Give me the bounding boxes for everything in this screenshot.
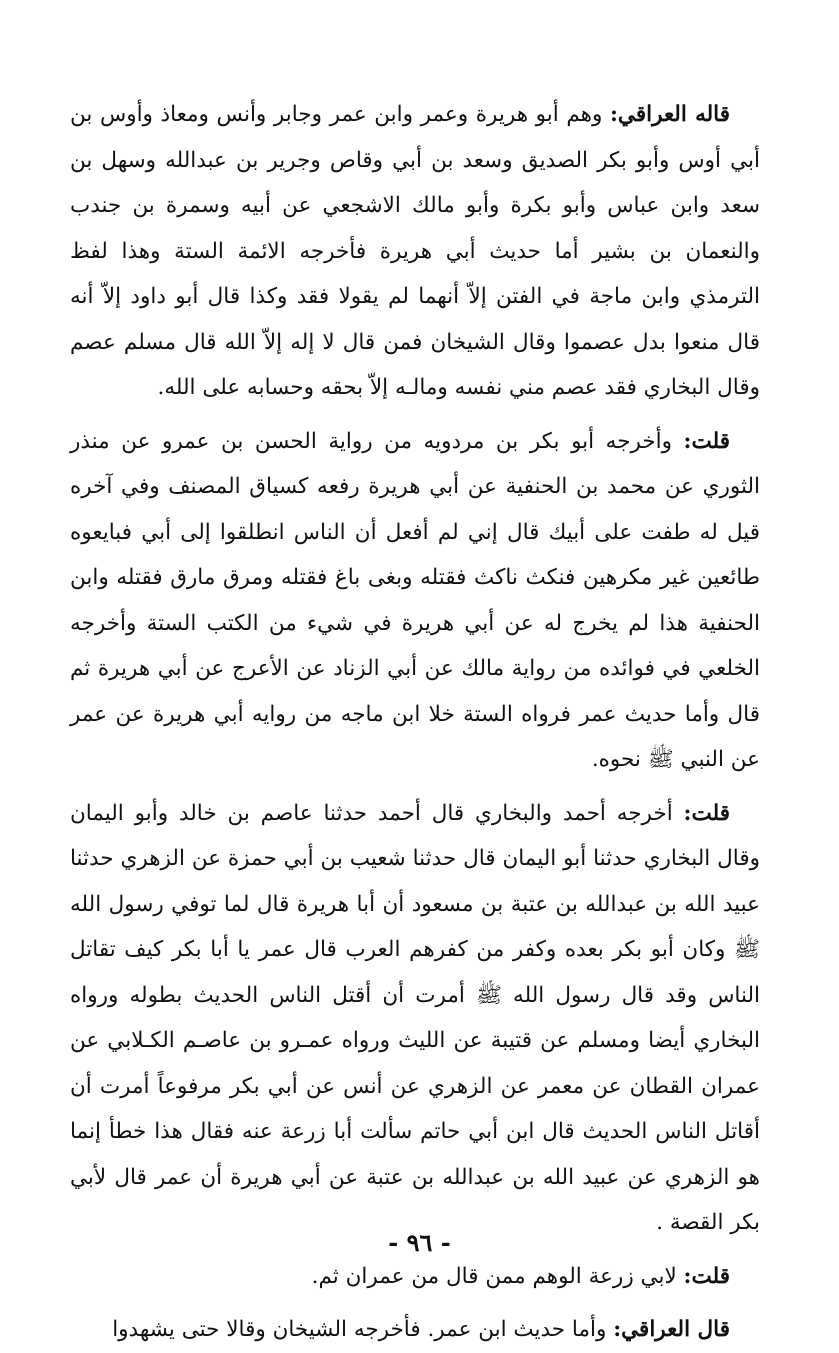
paragraph-text: وهم أبو هريرة وعمر وابن عمر وجابر وأنس ومعاذ وأوس بن أبي أوس وأبو بكر الصديق وسعد بن أبي وقاص وجرير بن عبدالله وسهل بن سعد وابن عباس وأبو بكرة وأبو مالك الاشجعي عن أبيه وسمرة بن جندب والنعمان بن بشير أما حديث أبي هريرة فأخرجه الائمة الستة وهذا لفظ الترمذي وابن ماجة في الفتن إلاّ أنهما لم يقولا فقد وكذا قال أبو داود إلاّ أنه قال منعوا بدل عصموا وقال الشيخان فمن قال لا إله إلاّ الله قال مسلم عصم وقال البخاري فقد عصم مني نفسه ومالـه إلاّ بحقه وحسابه على الله. (70, 102, 760, 400)
paragraph (70, 419, 760, 783)
page-number: - ٩٦ - (388, 1228, 451, 1257)
speaker-label: قاله العراقي: (609, 102, 730, 127)
speaker-label: قلت: (683, 800, 730, 826)
paragraph-text: أخرجه أحمد والبخاري قال أحمد حدثنا عاصم بن خالد وأبو اليمان وقال البخاري حدثنا أبو اليمان قال حدثنا شعيب بن أبي حمزة عن الزهري حدثنا عبيد الله بن عبدالله بن عتبة بن مسعود أن أبا هريرة قال لما توفي رسول الله ﷺ وكان أبو بكر بعده وكفر من كفرهم العرب قال عمر يا أبا بكر كيف تقاتل الناس وقد قال رسول الله ﷺ أمرت أن أقتل الناس الحديث بطوله ورواه البخاري أيضا ومسلم عن قتيبة عن الليث ورواه عمـرو بن عاصـم الكـلابي عن عمران القطان عن معمر عن الزهري عن أنس عن أبي بكر مرفوعاً أمرت أن أقاتل الناس الحديث قال ابن أبي حاتم سألت أبا زرعة عنه فقال هذا خطأ إنما هو الزهري عن عبيد الله بن عبدالله بن عتبة عن أبي هريرة أن عمر قال لأبي بكر القصة . (70, 800, 760, 1235)
speaker-label: قال العراقي: (613, 1317, 730, 1342)
paragraph (70, 1254, 760, 1300)
speaker-label: قلت: (683, 1263, 730, 1289)
paragraph (70, 791, 760, 1246)
paragraph (70, 1307, 760, 1353)
paragraph-text: لابي زرعة الوهم ممن قال من عمران ثم. (311, 1263, 684, 1289)
paragraph-text: وأخرجه أبو بكر بن مردويه من رواية الحسن بن عمرو عن منذر الثوري عن محمد بن الحنفية عن أبي هريرة رفعه كسياق المصنف وفي آخره قيل له طفت على أبيك قال إني لم أفعل أن الناس انطلقوا إلى أبي فبايعوه طائعين غير مكرهين فنكث ناكث فقتله وبغى باغ فقتله ومرق مارق فقتله وابن الحنفية هذا لم يخرج له عن أبي هريرة في شيء من الكتب الستة وأخرجه الخلعي في فوائده من رواية مالك عن أبي الزناد عن الأعرج عن أبي هريرة ثم قال وأما حديث عمر فرواه الستة خلا ابن ماجه من روايه أبي هريرة عن عمر عن النبي ﷺ نحوه. (70, 428, 760, 772)
paragraph-text: وأما حديث ابن عمر. فأخرجه الشيخان وقالا حتى يشهدوا (112, 1317, 614, 1342)
body-text (70, 92, 760, 1353)
speaker-label: قلت: (683, 428, 730, 454)
paragraph (70, 92, 760, 411)
